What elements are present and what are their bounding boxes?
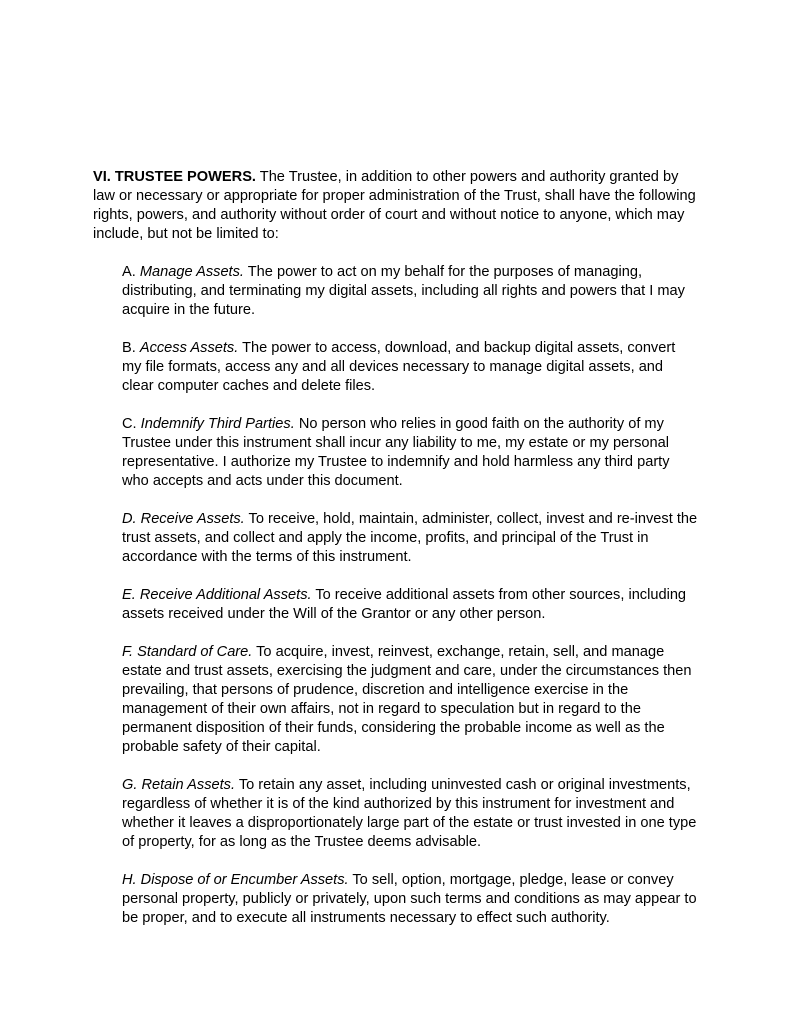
power-item-receive-additional-assets [122, 586, 698, 624]
power-item-access-assets [122, 339, 698, 396]
power-item-title: E. Receive Additional Assets. [122, 587, 312, 603]
power-item-title: D. Receive Assets. [122, 511, 245, 527]
power-item-title: H. Dispose of or Encumber Assets. [122, 872, 349, 888]
power-item-title: G. Retain Assets. [122, 777, 236, 793]
power-item-text: The power to act on my behalf for the purposes of managing, distributing, and terminating my digital assets, including all rights and powers that I may acquire in the future. [122, 264, 685, 318]
power-item-text: To receive, hold, maintain, administer, collect, invest and re-invest the trust assets, and collect and apply the income, profits, and principal of the Trust in accordance with the terms of this instrument. [122, 511, 698, 565]
section-heading: VI. TRUSTEE POWERS. [93, 169, 256, 185]
power-item-manage-assets [122, 263, 698, 320]
power-item-text: To sell, option, mortgage, pledge, lease or convey personal property, publicly or privately, upon such terms and conditions as may appear to be proper, and to execute all instruments necessary to effect such authority. [122, 872, 697, 926]
power-item-receive-assets [122, 510, 698, 567]
power-item-retain-assets [122, 776, 698, 852]
power-item-letter: C. [122, 416, 137, 432]
section-paragraph [93, 168, 698, 244]
power-item-title: Manage Assets. [139, 264, 244, 280]
power-item-text: No person who relies in good faith on the authority of my Trustee under this instrument shall incur any liability to me, my estate or my personal representative. I authorize my Trustee to indemnify and hold harmless any third party who accepts and acts under this document. [122, 416, 670, 489]
power-item-letter: A. [122, 264, 136, 280]
power-item-title: Access Assets. [139, 340, 239, 356]
power-item-standard-of-care [122, 643, 698, 757]
power-item-text: The power to access, download, and backup digital assets, convert my file formats, access any and all devices necessary to manage digital assets, and clear computer caches and delete files. [122, 340, 676, 394]
power-item-indemnify-third-parties [122, 415, 698, 491]
trustee-powers-list [93, 263, 698, 928]
power-item-title: Indemnify Third Parties. [140, 416, 295, 432]
power-item-title: F. Standard of Care. [122, 644, 253, 660]
section-intro-text: The Trustee, in addition to other powers and authority granted by law or necessary or appropriate for proper administration of the Trust, shall have the following rights, powers, and authority without order of court and without notice to anyone, which may include, but not be limited to: [93, 169, 696, 242]
power-item-text: To receive additional assets from other sources, including assets received under the Will of the Grantor or any other person. [122, 587, 687, 622]
power-item-text: To retain any asset, including uninvested cash or original investments, regardless of whether it is of the kind authorized by this instrument for investment and whether it leaves a disproportionately large part of the estate or trust invested in one type of property, for as long as the Trustee deems advisable. [122, 777, 697, 850]
power-item-text: To acquire, invest, reinvest, exchange, retain, sell, and manage estate and trust assets, exercising the judgment and care, under the circumstances then prevailing, that persons of prudence, discretion and intelligence exercise in the management of their own affairs, not in regard to speculation but in regard to the permanent disposition of their funds, considering the probable income as well as the probable safety of their capital. [122, 644, 692, 755]
document-body [93, 168, 698, 928]
power-item-letter: B. [122, 340, 136, 356]
power-item-dispose-of-or-encumber-assets [122, 871, 698, 928]
